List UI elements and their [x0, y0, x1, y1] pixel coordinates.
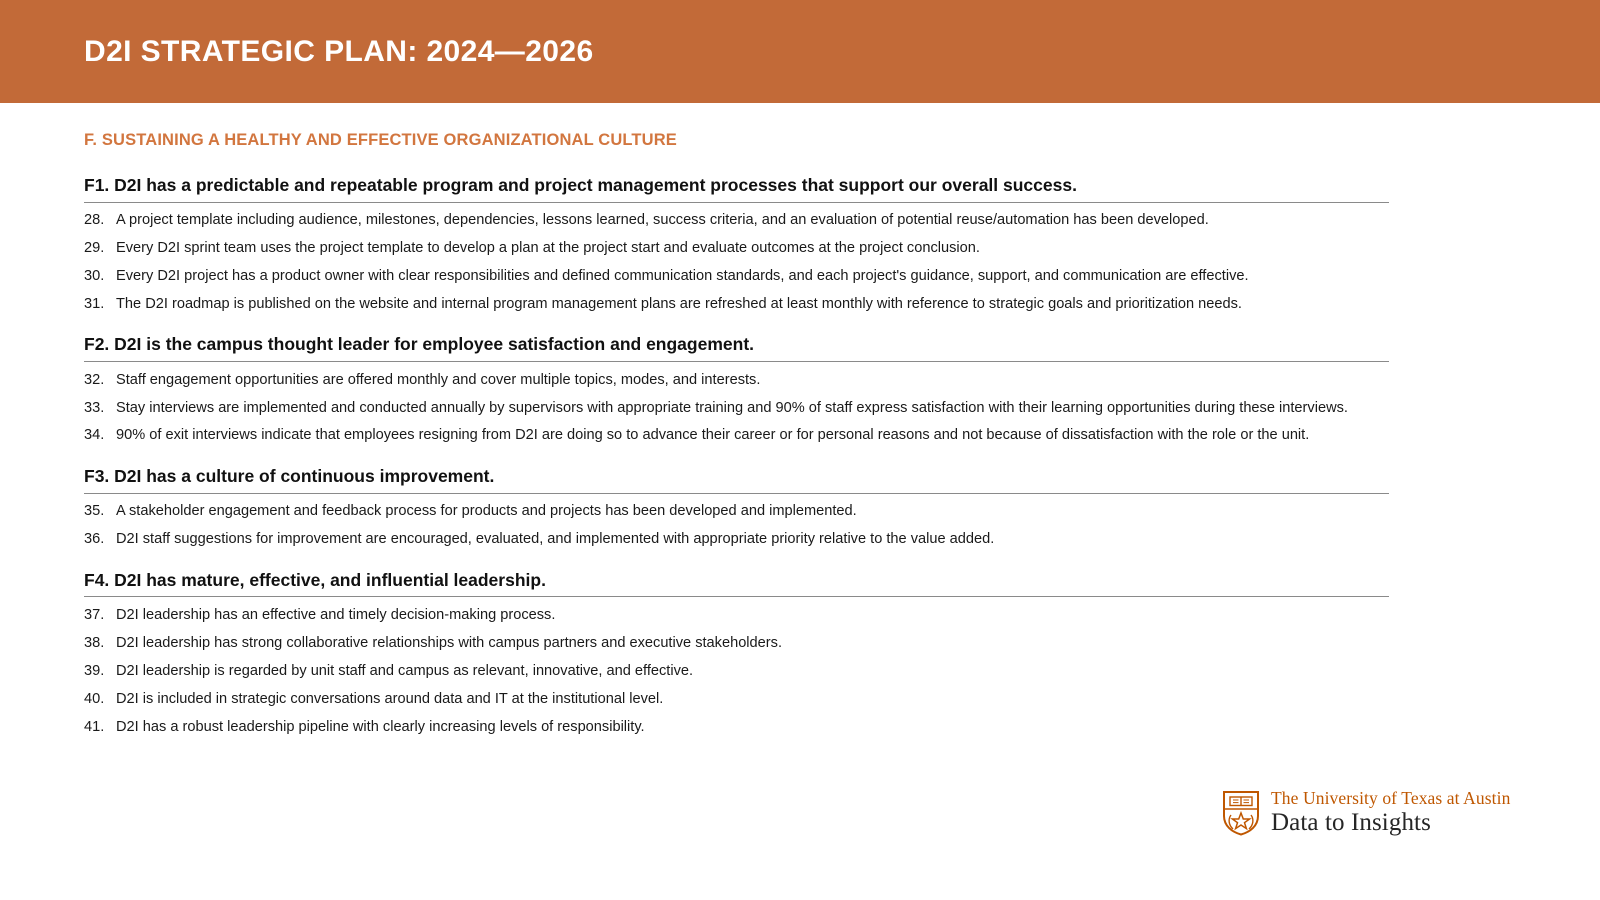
goal-block-f2: [84, 334, 1516, 446]
objective-text: D2I leadership has an effective and timely decision-making process.: [116, 606, 556, 623]
objective-item: [84, 709, 1516, 737]
objective-text: D2I is included in strategic conversations around data and IT at the institutional level.: [116, 690, 664, 707]
objective-text: 90% of exit interviews indicate that employees resigning from D2I are doing so to advance their career or for personal reasons and not because of dissatisfaction with the role or the unit.: [116, 427, 1310, 444]
objective-text: D2I leadership has strong collaborative relationships with campus partners and executive stakeholders.: [116, 634, 782, 651]
objective-number: 31.: [84, 295, 105, 312]
objective-item: [84, 494, 1516, 522]
goal-block-f1: [84, 175, 1516, 315]
objective-number: 36.: [84, 531, 105, 548]
objective-number: 29.: [84, 240, 105, 257]
objective-number: 32.: [84, 371, 105, 388]
objective-text: D2I staff suggestions for improvement are encouraged, evaluated, and implemented with appropriate priority relative to the value added.: [116, 531, 995, 548]
objective-item: [84, 625, 1516, 653]
page-header-bar: [0, 0, 1600, 103]
objective-list-f2: [84, 362, 1516, 446]
objective-number: 35.: [84, 503, 105, 520]
objective-text: D2I leadership is regarded by unit staff and campus as relevant, innovative, and effective.: [116, 662, 694, 679]
objective-item: [84, 653, 1516, 681]
objective-number: 30.: [84, 267, 105, 284]
objective-number: 40.: [84, 690, 105, 707]
section-header: F. SUSTAINING A HEALTHY AND EFFECTIVE ORGANIZATIONAL CULTURE: [84, 131, 677, 149]
goal-title-f2: F2. D2I is the campus thought leader for employee satisfaction and engagement.: [84, 334, 1389, 362]
objective-item: [84, 362, 1516, 390]
objective-item: [84, 231, 1516, 259]
objective-number: 41.: [84, 718, 105, 735]
objective-text: Every D2I project has a product owner with clear responsibilities and defined communication standards, and each project's guidance, support, and communication are effective.: [116, 267, 1249, 284]
objective-text: Staff engagement opportunities are offered monthly and cover multiple topics, modes, and interests.: [116, 371, 761, 388]
objective-number: 28.: [84, 212, 105, 229]
objective-text: Every D2I sprint team uses the project template to develop a plan at the project start and evaluate outcomes at the project conclusion.: [116, 240, 980, 257]
logo-text-block: [1271, 789, 1510, 837]
objective-item: [84, 390, 1516, 418]
unit-name: Data to Insights: [1271, 808, 1431, 836]
objective-item: [84, 418, 1516, 446]
page-title: D2I STRATEGIC PLAN: 2024—2026: [84, 34, 594, 68]
goal-title-f1: F1. D2I has a predictable and repeatable program and project management processes that support our overall success.: [84, 175, 1389, 203]
objective-number: 33.: [84, 399, 105, 416]
objective-text: D2I has a robust leadership pipeline with clearly increasing levels of responsibility.: [116, 718, 645, 735]
objective-number: 34.: [84, 427, 105, 444]
objective-text: A stakeholder engagement and feedback process for products and projects has been developed and implemented.: [116, 503, 857, 520]
page-body: [0, 131, 1600, 737]
goal-title-f3: F3. D2I has a culture of continuous improvement.: [84, 466, 1389, 494]
objective-item: [84, 286, 1516, 314]
objective-number: 37.: [84, 606, 105, 623]
objective-item: [84, 258, 1516, 286]
goal-block-f4: [84, 570, 1516, 737]
objective-text: The D2I roadmap is published on the website and internal program management plans are refreshed at least monthly with reference to strategic goals and prioritization needs.: [116, 295, 1242, 312]
goal-block-f3: [84, 466, 1516, 550]
objective-number: 39.: [84, 662, 105, 679]
objective-item: [84, 597, 1516, 625]
objective-text: Stay interviews are implemented and conducted annually by supervisors with appropriate training and 90% of staff express satisfaction with their learning opportunities during these interviews.: [116, 399, 1348, 416]
ut-shield-icon: [1222, 790, 1260, 836]
footer-logo-lockup: [1222, 789, 1510, 837]
objective-item: [84, 681, 1516, 709]
objective-list-f1: [84, 203, 1516, 315]
objective-item: [84, 522, 1516, 550]
objective-text: A project template including audience, milestones, dependencies, lessons learned, success criteria, and an evaluation of potential reuse/automation has been developed.: [116, 212, 1209, 229]
objective-list-f4: [84, 597, 1516, 737]
goal-title-f4: F4. D2I has mature, effective, and influential leadership.: [84, 570, 1389, 598]
objective-item: [84, 203, 1516, 231]
objective-number: 38.: [84, 634, 105, 651]
objective-list-f3: [84, 494, 1516, 550]
university-name: The University of Texas at Austin: [1271, 788, 1511, 808]
